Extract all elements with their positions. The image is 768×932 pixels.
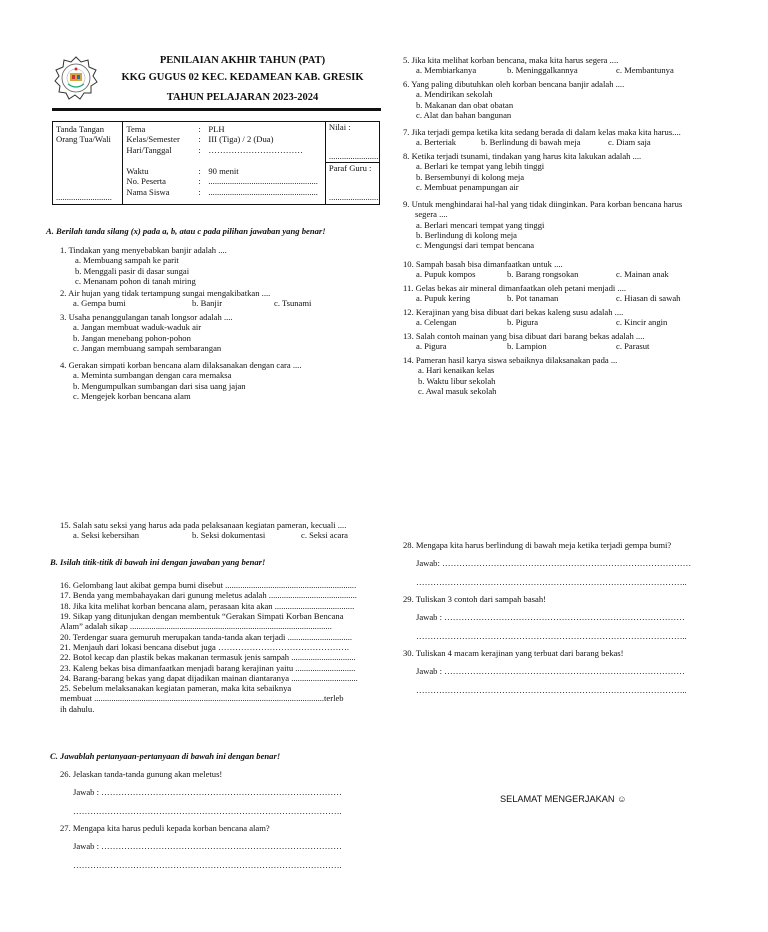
question-28 bbox=[403, 540, 691, 587]
answer-line[interactable]: Jawab : ………………………………………………………………………… bbox=[73, 841, 342, 852]
option-c[interactable]: c. Hiasan di sawah bbox=[616, 293, 681, 304]
answer-line[interactable]: ………………………………………………………………………………….. bbox=[416, 630, 687, 641]
question-text: 29. Tuliskan 3 contoh dari sampah basah! bbox=[403, 594, 546, 604]
question-text: 4. Gerakan simpati korban bencana alam dilaksanakan dengan cara .... bbox=[60, 360, 302, 370]
label-kelas: Kelas/Semester bbox=[126, 134, 180, 145]
option-a[interactable]: a. Celengan bbox=[416, 317, 457, 328]
question-5 bbox=[403, 55, 723, 76]
question-text: 7. Jika terjadi gempa ketika kita sedang berada di dalam kelas maka kita harus.... bbox=[403, 127, 681, 137]
question-12 bbox=[403, 307, 723, 328]
option-b[interactable]: b. Seksi dokumentasi bbox=[192, 530, 266, 541]
option-a[interactable]: a. Hari kenaikan kelas bbox=[418, 365, 495, 376]
option-a[interactable]: a. Seksi kebersihan bbox=[73, 530, 140, 541]
option-c[interactable]: c. Membuat penampungan air bbox=[416, 181, 519, 192]
question-27 bbox=[60, 823, 342, 870]
fill-item: ih dahulu. bbox=[60, 703, 95, 714]
option-c[interactable]: c. Diam saja bbox=[608, 137, 651, 148]
fill-item: Alam” adalah sikap .............................................................................................. bbox=[60, 621, 332, 632]
question-text: 13. Salah contoh mainan yang bisa dibuat dari barang bekas adalah .... bbox=[403, 331, 645, 341]
question-text: 9. Untuk menghindarai hal-hal yang tidak diinginkan. Para korban bencana harus bbox=[403, 199, 683, 209]
answer-line[interactable]: …………………………………………………………………………………. bbox=[73, 805, 342, 816]
option-b[interactable]: b. Banjir bbox=[192, 298, 223, 309]
option-a[interactable]: a. Membiarkanya bbox=[416, 65, 477, 76]
question-26 bbox=[60, 769, 342, 816]
question-7 bbox=[403, 127, 723, 148]
fill-item: 24. Barang-barang bekas yang dapat dijadikan mainan diantaranya ............................... bbox=[60, 672, 358, 683]
label-nama: Nama Siswa bbox=[126, 186, 170, 197]
parent-sign-dots: .......................... bbox=[56, 191, 112, 202]
question-30 bbox=[403, 648, 687, 695]
value-hari: …………………………… bbox=[208, 144, 303, 155]
option-b[interactable]: b. Bersembunyi di kolong meja bbox=[416, 171, 525, 182]
question-11 bbox=[403, 283, 723, 304]
option-c[interactable]: c. Tsunami bbox=[274, 298, 312, 309]
exam-details-cell: Tema : PLH Kelas/Semester : III (Tiga) / 2 (Dua) Hari/Tanggal : …………………………… Waktu : 90 menit No. Peserta : ................................................... Nama Siswa : ................................................... bbox=[123, 122, 326, 205]
question-13 bbox=[403, 331, 723, 352]
student-info-table bbox=[52, 121, 380, 205]
option-b[interactable]: b. Jangan menebang pohon-pohon bbox=[73, 332, 191, 343]
fill-item: 22. Botol kecap dan plastik bekas makanan termasuk jenis sampah .............................. bbox=[60, 652, 356, 663]
school-logo bbox=[54, 56, 98, 100]
fill-item: 18. Jika kita melihat korban bencana alam, perasaan kita akan ..................................... bbox=[60, 600, 355, 611]
question-9 bbox=[403, 199, 682, 251]
nilai-label: Nilai : bbox=[328, 122, 351, 132]
question-8 bbox=[403, 151, 641, 192]
option-b[interactable]: b. Berlindung di kolong meja bbox=[416, 229, 517, 240]
question-text: 5. Jika kita melihat korban bencana, maka kita harus segera .... bbox=[403, 55, 619, 65]
option-a[interactable]: a. Berteriak bbox=[416, 137, 457, 148]
fill-item: 23. Kaleng bekas bisa dimanfaatkan menjadi barang kerajinan yaitu ............................ bbox=[60, 662, 356, 673]
option-b[interactable]: b. Pot tanaman bbox=[507, 293, 559, 304]
fill-item: 25. Sebelum melaksanakan kegiatan pameran, maka kita sebaiknya bbox=[60, 683, 292, 694]
option-a[interactable]: a. Meminta sumbangan dengan cara memaksa bbox=[73, 370, 232, 381]
value-kelas: III (Tiga) / 2 (Dua) bbox=[208, 134, 274, 145]
question-text: 3. Usaha penanggulangan tanah longsor adalah .... bbox=[60, 312, 233, 322]
value-nama: ................................................... bbox=[208, 186, 318, 197]
question-text: 28. Mengapa kita harus berlindung di bawah meja ketika terjadi gempa bumi? bbox=[403, 540, 672, 550]
fill-item: membuat ...........................................................................................................terleb bbox=[60, 693, 344, 704]
fill-item: 17. Benda yang membahayakan dari gunung meletus adalah ......................................... bbox=[60, 590, 357, 601]
option-c[interactable]: c. Kincir angin bbox=[616, 317, 668, 328]
option-c[interactable]: c. Mainan anak bbox=[616, 269, 669, 280]
option-b[interactable]: b. Waktu libur sekolah bbox=[418, 375, 496, 386]
section-a-title: A. Berilah tanda silang (x) pada a, b, atau c pada pilihan jawaban yang benar! bbox=[46, 226, 326, 236]
answer-line[interactable]: Jawab : ………………………………………………………………………… bbox=[416, 612, 685, 623]
question-text: 14. Pameran hasil karya siswa sebaiknya dilaksanakan pada ... bbox=[403, 355, 618, 365]
question-29 bbox=[403, 594, 687, 641]
fill-in-list bbox=[60, 580, 372, 714]
value-tema: PLH bbox=[208, 124, 225, 134]
section-c-title: C. Jawablah pertanyaan-pertanyaan di bawah ini dengan benar! bbox=[50, 751, 281, 761]
option-a[interactable]: a. Jangan membuat waduk-waduk air bbox=[73, 322, 202, 333]
exam-organizer: KKG GUGUS 02 KEC. KEDAMEAN KAB. GRESIK bbox=[121, 72, 364, 83]
answer-line[interactable]: ………………………………………………………………………………….. bbox=[416, 684, 687, 695]
question-text: 12. Kerajinan yang bisa dibuat dari bekas kaleng susu adalah .... bbox=[403, 307, 624, 317]
question-text: 30. Tuliskan 4 macam kerajinan yang terbuat dari barang bekas! bbox=[403, 648, 624, 658]
option-a[interactable]: a. Pupuk kering bbox=[416, 293, 471, 304]
option-b[interactable]: b. Lampion bbox=[507, 341, 547, 352]
option-a[interactable]: a. Berlari ke tempat yang lebih tinggi bbox=[416, 161, 545, 172]
answer-line[interactable]: …………………………………………………………………………………. bbox=[73, 859, 342, 870]
option-a[interactable]: a. Pigura bbox=[416, 341, 447, 352]
parent-sign-label-2: Orang Tua/Wali bbox=[56, 134, 111, 145]
question-10 bbox=[403, 259, 723, 280]
option-a[interactable]: a. Berlari mencari tempat yang tinggi bbox=[416, 219, 545, 230]
option-a[interactable]: a. Gempa bumi bbox=[73, 298, 126, 309]
option-b[interactable]: b. Menggali pasir di dasar sungai bbox=[75, 265, 190, 276]
parent-sign-label-1: Tanda Tangan bbox=[56, 124, 105, 134]
section-b-title: B. Isilah titik-titik di bawah ini dengan jawaban yang benar! bbox=[50, 557, 266, 567]
fill-item: 21. Menjauh dari lokasi bencana disebut juga ………………………………………. bbox=[60, 641, 350, 652]
option-c[interactable]: c. Mengejek korban bencana alam bbox=[73, 390, 191, 401]
option-b[interactable]: b. Pigura bbox=[507, 317, 539, 328]
question-text: 11. Gelas bekas air mineral dimanfaatkan oleh petani menjadi .... bbox=[403, 283, 627, 293]
option-b[interactable]: b. Berlindung di bawah meja bbox=[481, 137, 581, 148]
question-text: 10. Sampah basah bisa dimanfaatkan untuk .... bbox=[403, 259, 563, 269]
closing-message: SELAMAT MENGERJAKAN ☺ bbox=[500, 794, 627, 804]
option-a[interactable]: a. Membuang sampah ke parit bbox=[75, 255, 179, 266]
question-text-cont: segera .... bbox=[415, 209, 448, 220]
question-text: 26. Jelaskan tanda-tanda gunung akan meletus! bbox=[60, 769, 223, 779]
parent-signature-cell bbox=[53, 122, 123, 205]
question-text: 8. Ketika terjadi tsunami, tindakan yang harus kita lakukan adalah .... bbox=[403, 151, 642, 161]
question-text: 15. Salah satu seksi yang harus ada pada pelaksanaan kegiatan pameran, kecuali .... bbox=[60, 520, 347, 530]
option-b[interactable]: b. Meninggalkannya bbox=[507, 65, 578, 76]
label-tema: Tema bbox=[126, 124, 146, 134]
exam-year: TAHUN PELAJARAN 2023-2024 bbox=[166, 92, 319, 103]
header-divider bbox=[52, 108, 381, 111]
option-c[interactable]: c. Awal masuk sekolah bbox=[418, 385, 497, 396]
option-a[interactable]: a. Pupuk kompos bbox=[416, 269, 476, 280]
option-c[interactable]: c. Membantunya bbox=[616, 65, 674, 76]
question-4 bbox=[60, 360, 301, 401]
option-c[interactable]: c. Menanam pohon di tanah miring bbox=[75, 275, 196, 286]
question-3 bbox=[60, 312, 233, 353]
paraf-dots: ........................ bbox=[328, 191, 381, 202]
label-hari: Hari/Tanggal bbox=[126, 144, 172, 155]
label-peserta: No. Peserta bbox=[126, 176, 166, 187]
paraf-label: Paraf Guru : bbox=[328, 163, 372, 173]
nilai-dots: ........................ bbox=[328, 150, 381, 161]
answer-line[interactable]: Jawab: …………………………………………………………………………… bbox=[416, 558, 692, 569]
question-6 bbox=[403, 79, 624, 120]
option-c[interactable]: c. Parasut bbox=[616, 341, 650, 352]
answer-line[interactable]: Jawab : ………………………………………………………………………… bbox=[73, 787, 342, 798]
value-waktu: 90 menit bbox=[208, 165, 239, 176]
question-text: 1. Tindakan yang menyebabkan banjir adalah .... bbox=[60, 245, 227, 255]
question-15 bbox=[60, 520, 370, 541]
option-a[interactable]: a. Mendirikan sekolah bbox=[416, 89, 493, 100]
fill-item: 20. Terdengar suara gemuruh merupakan tanda-tanda akan terjadi .............................. bbox=[60, 631, 353, 642]
question-text: 6. Yang paling dibutuhkan oleh korban bencana banjir adalah .... bbox=[403, 79, 625, 89]
label-waktu: Waktu bbox=[126, 165, 149, 176]
question-text: 27. Mengapa kita harus peduli kepada korban bencana alam? bbox=[60, 823, 270, 833]
answer-line[interactable]: ………………………………………………………………………………….. bbox=[416, 576, 687, 587]
grade-cell bbox=[325, 122, 379, 205]
fill-item: 19. Sikap yang ditunjukan dengan membentuk “Gerakan Simpati Korban Bencana bbox=[60, 610, 344, 621]
option-c[interactable]: c. Jangan membuang sampah sembarangan bbox=[73, 342, 222, 353]
option-c[interactable]: c. Seksi acara bbox=[301, 530, 349, 541]
fill-item: 16. Gelombang laut akibat gempa bumi disebut ............................................................. bbox=[60, 580, 357, 590]
option-b[interactable]: b. Mengumpulkan sumbangan dari sisa uang jajan bbox=[73, 380, 246, 391]
exam-title: PENILAIAN AKHIR TAHUN (PAT) bbox=[159, 55, 326, 66]
value-peserta: ................................................... bbox=[208, 176, 318, 187]
question-14 bbox=[403, 355, 617, 396]
option-b[interactable]: b. Barang rongsokan bbox=[507, 269, 579, 280]
question-text: 2. Air hujan yang tidak tertampung sungai mengakibatkan .... bbox=[60, 288, 271, 298]
option-b[interactable]: b. Makanan dan obat obatan bbox=[416, 99, 514, 110]
question-2 bbox=[60, 288, 360, 309]
question-1 bbox=[60, 245, 227, 286]
answer-line[interactable]: Jawab : ………………………………………………………………………… bbox=[416, 666, 685, 677]
option-c[interactable]: c. Mengungsi dari tempat bencana bbox=[416, 240, 535, 251]
option-c[interactable]: c. Alat dan bahan bangunan bbox=[416, 109, 512, 120]
